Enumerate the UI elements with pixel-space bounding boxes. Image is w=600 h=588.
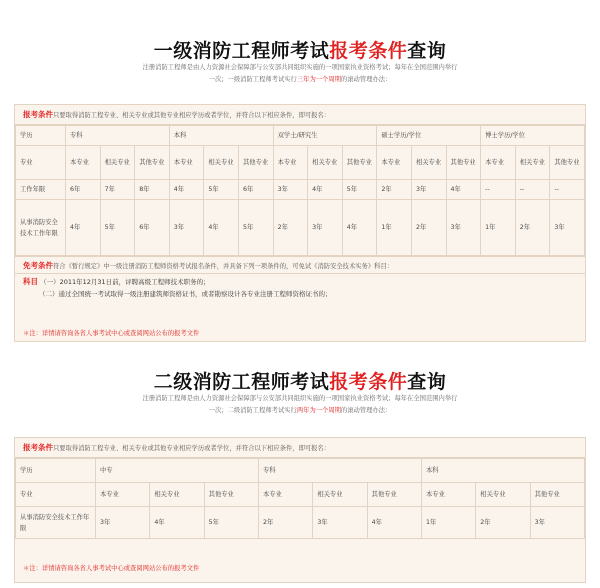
table-row xyxy=(16,200,585,256)
header-cell: 双学士/研究生 xyxy=(273,126,377,146)
table-cell: 3年 xyxy=(446,200,481,256)
major-cell: 相关专业 xyxy=(476,483,530,507)
level2-conditions-box xyxy=(14,437,586,583)
table-cell: 4年 xyxy=(204,200,239,256)
table-cell: 6年 xyxy=(66,180,101,200)
table-cell: 3年 xyxy=(273,180,308,200)
major-cell: 相关专业 xyxy=(313,483,367,507)
major-cell: 本专业 xyxy=(66,146,101,180)
level1-cond-line: 报考条件只要取得消防工程专业、相关专业或其他专业相应学历或者学位，并符合以下相应条件，即可报名： xyxy=(15,105,585,125)
section-level2 xyxy=(0,355,600,588)
major-cell: 其他专业 xyxy=(367,483,421,507)
header-cell: 学历 xyxy=(16,459,96,483)
table-cell: 5年 xyxy=(204,180,239,200)
major-cell: 其他专业 xyxy=(550,146,585,180)
major-cell: 本专业 xyxy=(96,483,150,507)
level2-title: 二级消防工程师考试报考条件查询 xyxy=(153,371,447,393)
table-cell: 4年 xyxy=(446,180,481,200)
table-row xyxy=(16,483,585,507)
exempt-line: 免考条件符合《暂行规定》中一级注册消防工程师资格考试报名条件，并具备下列一项条件的，可免试《消防安全技术实务》科目： xyxy=(15,256,585,274)
table-cell: 2年 xyxy=(515,200,550,256)
header-cell: 专科 xyxy=(66,126,170,146)
table-cell: 2年 xyxy=(476,507,530,539)
table-cell: 3年 xyxy=(313,507,367,539)
table-cell: 2年 xyxy=(273,200,308,256)
table-cell: 2年 xyxy=(411,200,446,256)
table-cell: 5年 xyxy=(100,200,135,256)
header-cell: 博士学历/学位 xyxy=(481,126,585,146)
table-cell: 5年 xyxy=(342,180,377,200)
table-cell: 2年 xyxy=(258,507,312,539)
major-cell: 本专业 xyxy=(421,483,475,507)
table-cell: 3年 xyxy=(96,507,150,539)
level2-note: ＊注：详情请咨询各省人事考试中心或查阅网站公布的报考文件 xyxy=(23,565,200,572)
header-cell: 硕士学历/学位 xyxy=(377,126,481,146)
header-cell: 中专 xyxy=(96,459,259,483)
table-cell: 8年 xyxy=(135,180,170,200)
major-cell: 相关专业 xyxy=(100,146,135,180)
major-cell: 其他专业 xyxy=(135,146,170,180)
table-cell: 5年 xyxy=(238,200,273,256)
table-cell: -- xyxy=(515,180,550,200)
major-cell: 本专业 xyxy=(481,146,516,180)
row-label: 工作年限 xyxy=(16,180,66,200)
major-cell: 其他专业 xyxy=(446,146,481,180)
level2-cond-line: 报考条件只要取得消防工程专业、相关专业或其他专业相应学历或者学位，并符合以下相应条件，即可报名： xyxy=(15,438,585,458)
table-cell: 4年 xyxy=(308,180,343,200)
table-cell: 1年 xyxy=(377,200,412,256)
row-label: 从事消防安全技术工作年限 xyxy=(16,200,66,256)
table-cell: -- xyxy=(550,180,585,200)
row-label: 从事消防安全技术工作年限 xyxy=(16,507,96,539)
major-cell: 其他专业 xyxy=(204,483,258,507)
header-cell: 本科 xyxy=(169,126,273,146)
table-cell: -- xyxy=(481,180,516,200)
major-cell: 本专业 xyxy=(273,146,308,180)
major-cell: 其他专业 xyxy=(342,146,377,180)
major-cell: 相关专业 xyxy=(308,146,343,180)
level1-intro: 注册消防工程师是由人力资源社会保障部与公安部共同组织实施的一项国家执业资格考试；每年在全国范围内举行 一次；一级消防工程师考试实行三年为一个周期的滚动管理办法： xyxy=(142,64,458,83)
table-cell: 3年 xyxy=(308,200,343,256)
major-cell: 相关专业 xyxy=(204,146,239,180)
level1-title: 一级消防工程师考试报考条件查询 xyxy=(153,40,447,62)
level1-table xyxy=(15,125,585,256)
level2-intro: 注册消防工程师是由人力资源社会保障部与公安部共同组织实施的一项国家执业资格考试；每年在全国范围内举行 一次；二级消防工程师考试实行两年为一个周期的滚动管理办法： xyxy=(142,395,458,414)
level2-table xyxy=(15,458,585,539)
level1-note: ＊注：详情请咨询各省人事考试中心或查阅网站公布的报考文件 xyxy=(23,330,200,337)
header-cell: 本科 xyxy=(421,459,584,483)
major-cell: 本专业 xyxy=(258,483,312,507)
table-cell: 3年 xyxy=(411,180,446,200)
major-cell: 其他专业 xyxy=(238,146,273,180)
row-label: 专业 xyxy=(16,146,66,180)
exempt-items: 科目 （一）2011年12月31日前，评聘高级工程师技术职务的； （二）通过全国统一考试取得一级注册建筑师资格证书，或者勘察设计各专业注册工程师资格证书的； xyxy=(23,277,332,298)
table-cell: 3年 xyxy=(530,507,584,539)
table-cell: 5年 xyxy=(204,507,258,539)
table-cell: 7年 xyxy=(100,180,135,200)
table-row xyxy=(16,146,585,180)
table-cell: 4年 xyxy=(342,200,377,256)
table-cell: 6年 xyxy=(238,180,273,200)
table-cell: 2年 xyxy=(377,180,412,200)
major-cell: 相关专业 xyxy=(411,146,446,180)
table-cell: 1年 xyxy=(421,507,475,539)
row-label: 专业 xyxy=(16,483,96,507)
table-row xyxy=(16,180,585,200)
table-cell: 3年 xyxy=(169,200,204,256)
table-cell: 6年 xyxy=(135,200,170,256)
level1-conditions-box xyxy=(14,104,586,342)
major-cell: 相关专业 xyxy=(515,146,550,180)
major-cell: 相关专业 xyxy=(150,483,204,507)
table-cell: 3年 xyxy=(550,200,585,256)
major-cell: 本专业 xyxy=(169,146,204,180)
major-cell: 其他专业 xyxy=(530,483,584,507)
table-cell: 4年 xyxy=(66,200,101,256)
table-cell: 1年 xyxy=(481,200,516,256)
table-cell: 4年 xyxy=(169,180,204,200)
header-cell: 学历 xyxy=(16,126,66,146)
table-row xyxy=(16,459,585,483)
table-row xyxy=(16,126,585,146)
table-row xyxy=(16,507,585,539)
header-cell: 专科 xyxy=(258,459,421,483)
table-cell: 4年 xyxy=(150,507,204,539)
table-cell: 4年 xyxy=(367,507,421,539)
major-cell: 本专业 xyxy=(377,146,412,180)
